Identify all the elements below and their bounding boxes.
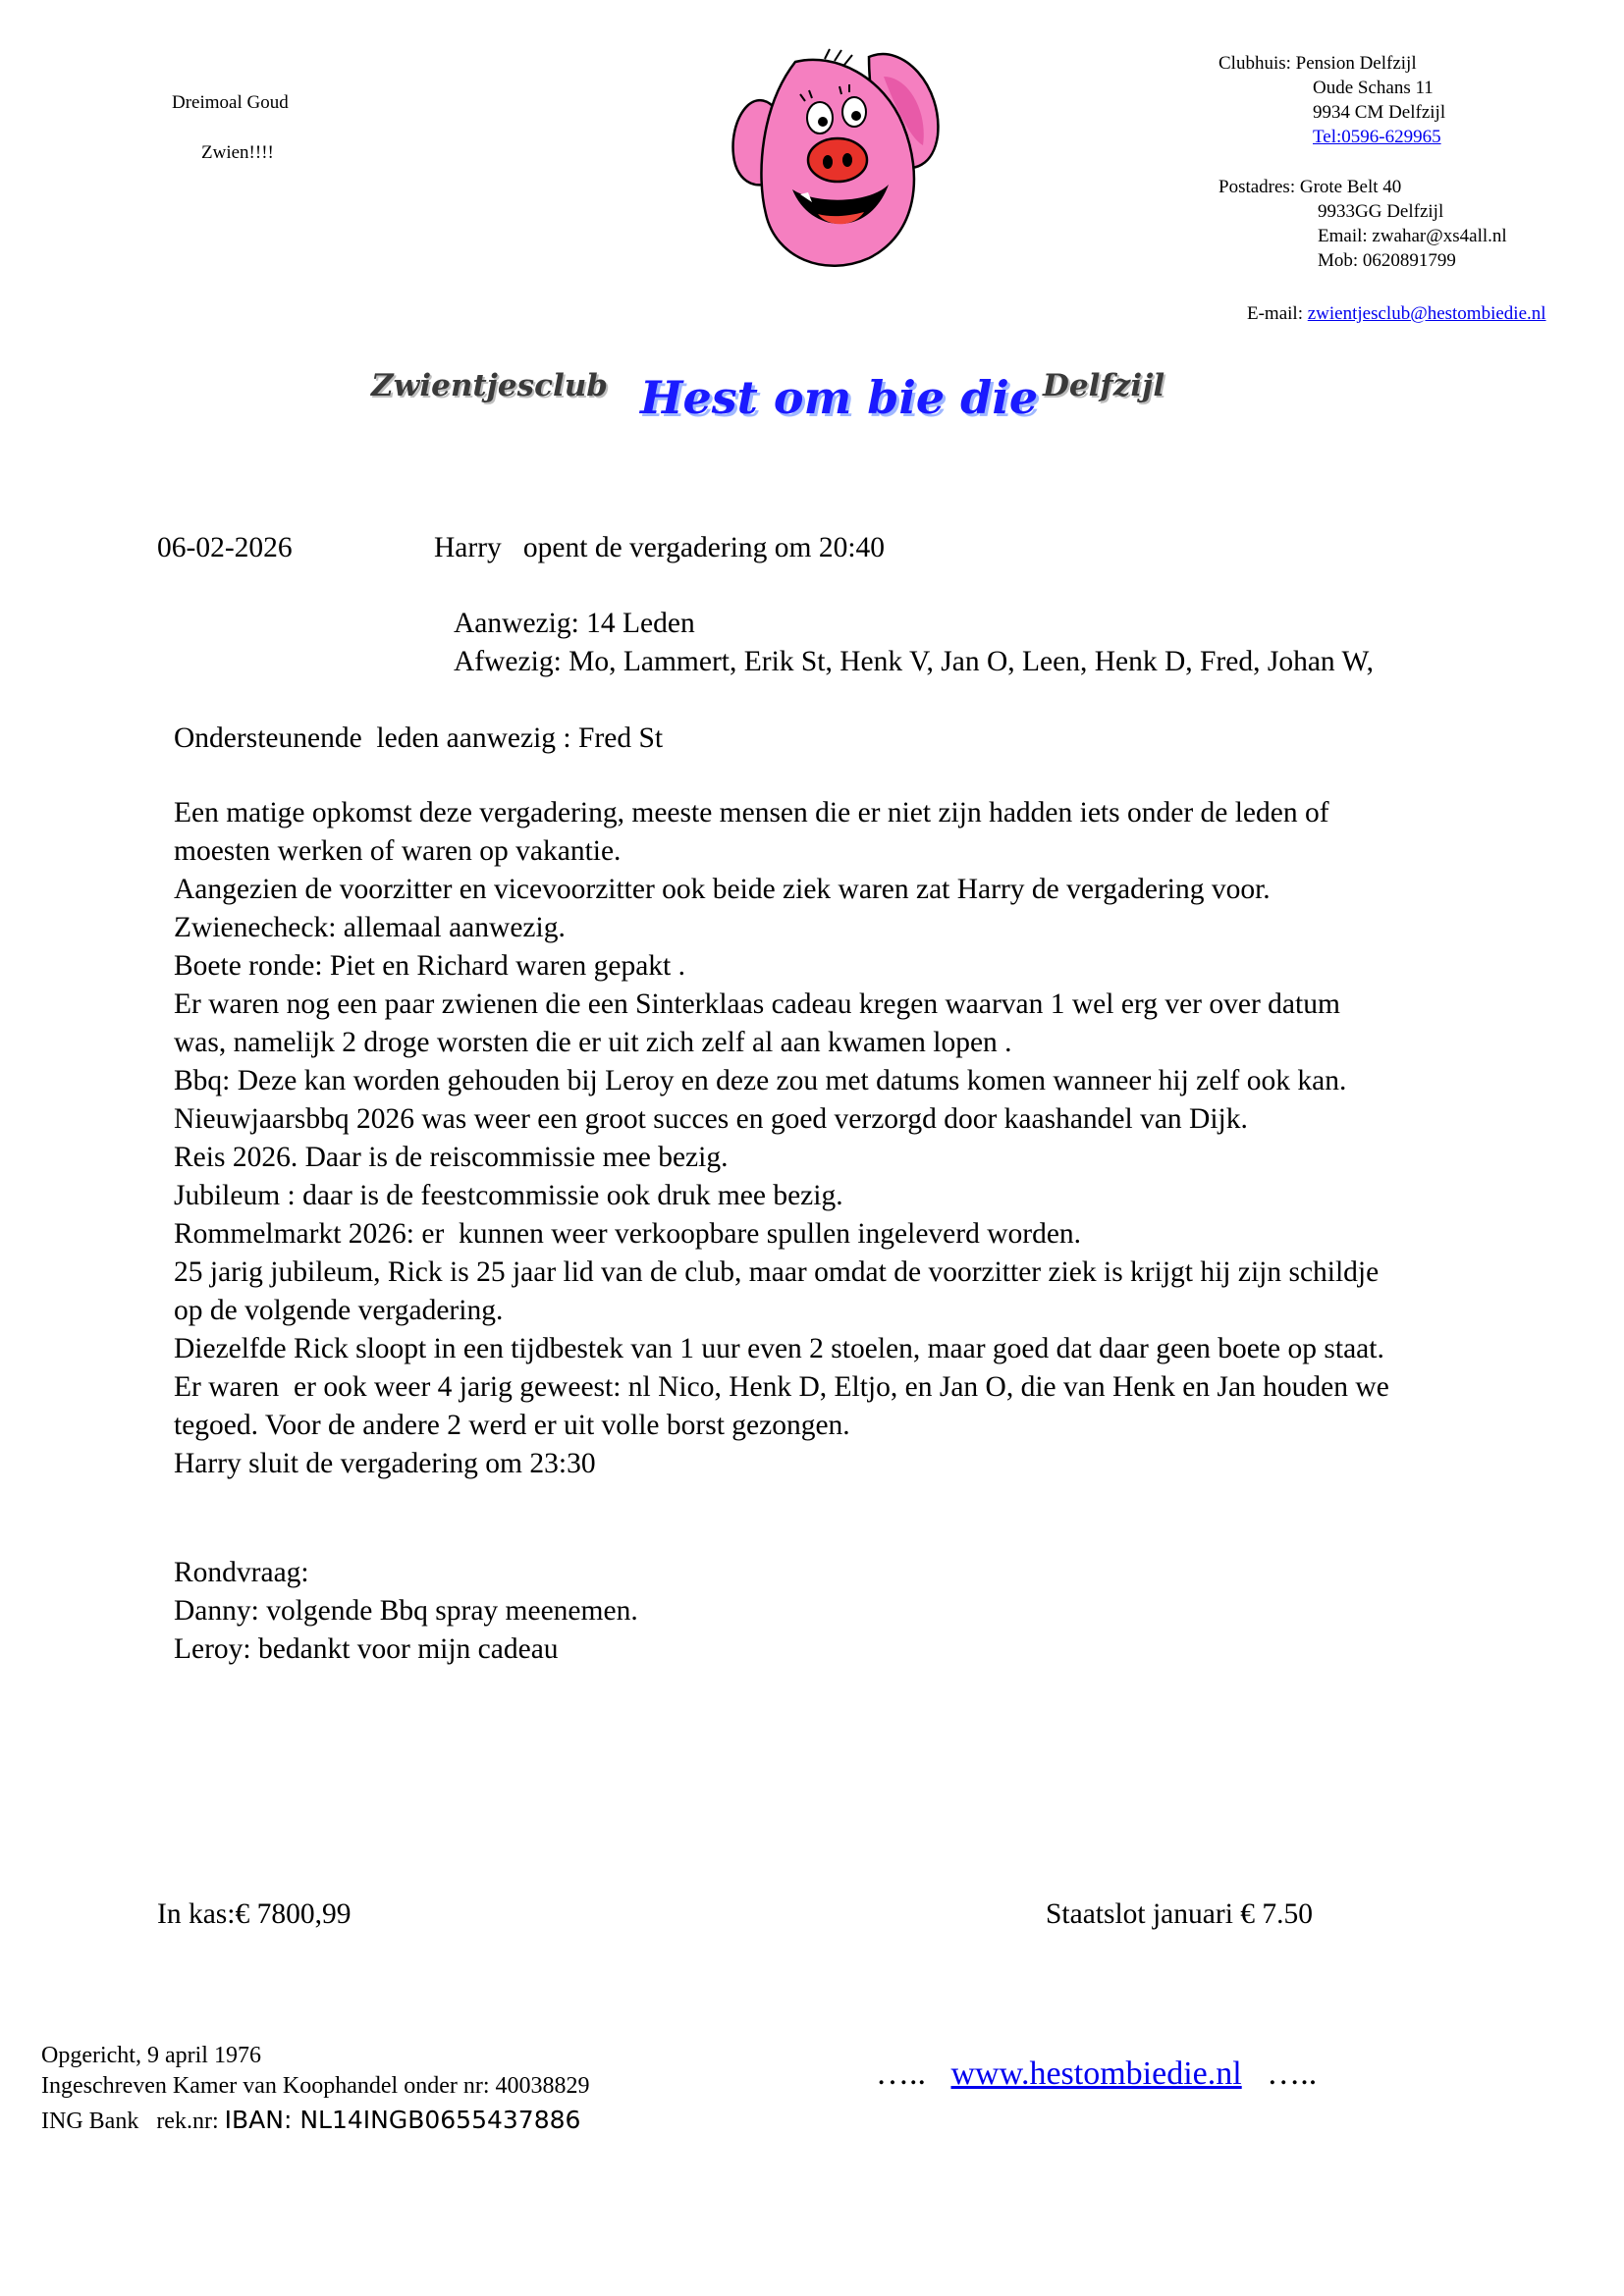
note-line: Reis 2026. Daar is de reiscommissie mee bezig. [174, 1142, 729, 1173]
note-line: Er waren er ook weer 4 jarig geweest: nl Nico, Henk D, Eltjo, en Jan O, die van Henk en Jan houden we [174, 1371, 1389, 1403]
note-line: Zwienecheck: allemaal aanwezig. [174, 912, 566, 943]
motto-line-2: Zwien!!!! [201, 142, 274, 163]
note-line: Diezelfde Rick sloopt in een tijdbestek van 1 uur even 2 stoelen, maar goed dat daar geen boete op staat. [174, 1333, 1384, 1364]
email-line: E-mail: zwientjesclub@hestombiedie.nl [1247, 303, 1546, 324]
note-line: was, namelijk 2 droge worsten die er uit zich zelf al aan kwamen lopen . [174, 1027, 1012, 1058]
postadres-label: Postadres: Grote Belt 40 [1218, 177, 1402, 197]
postadres-city: 9933GG Delfzijl [1318, 201, 1444, 222]
staatslot: Staatslot januari € 7.50 [1046, 1898, 1314, 1930]
meeting-opening: Harry opent de vergadering om 20:40 [434, 532, 886, 563]
clubhuis-street: Oude Schans 11 [1313, 78, 1434, 98]
meeting-date: 06-02-2026 [157, 532, 293, 563]
banner-title: Hest om bie die [640, 371, 1039, 424]
rondvraag-title: Rondvraag: [174, 1557, 309, 1588]
note-line: Nieuwjaarsbbq 2026 was weer een groot succes en goed verzorgd door kaashandel van Dijk. [174, 1103, 1248, 1135]
clubhuis-city: 9934 CM Delfzijl [1313, 102, 1446, 123]
founded-date: Opgericht, 9 april 1976 [41, 2043, 261, 2068]
club-email-link[interactable]: zwientjesclub@hestombiedie.nl [1307, 303, 1546, 324]
rondvraag-section [174, 1554, 638, 1669]
postadres-mobile: Mob: 0620891799 [1318, 250, 1456, 271]
note-line: Een matige opkomst deze vergadering, meeste mensen die er niet zijn hadden iets onder de leden of [174, 797, 1329, 828]
note-line: 25 jarig jubileum, Rick is 25 jaar lid van de club, maar omdat de voorzitter ziek is krijgt hij zijn schildje [174, 1256, 1380, 1288]
rondvraag-item: Leroy: bedankt voor mijn cadeau [174, 1633, 559, 1665]
website-line: ….. www.hestombiedie.nl ….. [876, 2056, 1318, 2092]
motto-line-1: Dreimoal Goud [172, 92, 289, 113]
note-line: Boete ronde: Piet en Richard waren gepakt . [174, 950, 685, 982]
note-line: op de volgende vergadering. [174, 1295, 504, 1326]
attendance-present: Aanwezig: 14 Leden [454, 608, 695, 639]
banner-left: Zwientjesclub [371, 368, 608, 403]
note-line: Bbq: Deze kan worden gehouden bij Leroy en deze zou met datums komen wanneer hij zelf ook kan. [174, 1065, 1347, 1096]
note-line: Rommelmarkt 2026: er kunnen weer verkoopbare spullen ingeleverd worden. [174, 1218, 1082, 1250]
note-line: moesten werken of waren op vakantie. [174, 835, 622, 867]
banner-right: Delfzijl [1043, 368, 1165, 403]
bank-details: ING Bank rek.nr: IBAN: NL14INGB0655437886 [41, 2106, 581, 2134]
note-line: Jubileum : daar is de feestcommissie ook druk mee bezig. [174, 1180, 843, 1211]
pig-logo-icon [722, 47, 952, 268]
rondvraag-item: Danny: volgende Bbq spray meenemen. [174, 1595, 638, 1627]
website-link[interactable]: www.hestombiedie.nl [950, 2056, 1242, 2092]
attendance-absent: Afwezig: Mo, Lammert, Erik St, Henk V, Jan O, Leen, Henk D, Fred, Johan W, [454, 646, 1375, 677]
kvk-number: Ingeschreven Kamer van Koophandel onder nr: 40038829 [41, 2073, 590, 2099]
cash-balance: In kas:€ 7800,99 [157, 1898, 352, 1930]
note-line: Harry sluit de vergadering om 23:30 [174, 1448, 596, 1479]
note-line: Aangezien de voorzitter en vicevoorzitter ook beide ziek waren zat Harry de vergadering voor. [174, 874, 1271, 905]
clubhuis-phone-link[interactable]: Tel:0596-629965 [1313, 127, 1441, 147]
meeting-notes [174, 794, 1389, 1483]
postadres-email: Email: zwahar@xs4all.nl [1318, 226, 1507, 246]
clubhuis-label: Clubhuis: Pension Delfzijl [1218, 53, 1417, 74]
note-line: Er waren nog een paar zwienen die een Sinterklaas cadeau kregen waarvan 1 wel erg ver over datum [174, 988, 1340, 1020]
note-line: tegoed. Voor de andere 2 werd er uit volle borst gezongen. [174, 1410, 850, 1441]
supporting-members: Ondersteunende leden aanwezig : Fred St [174, 722, 664, 754]
